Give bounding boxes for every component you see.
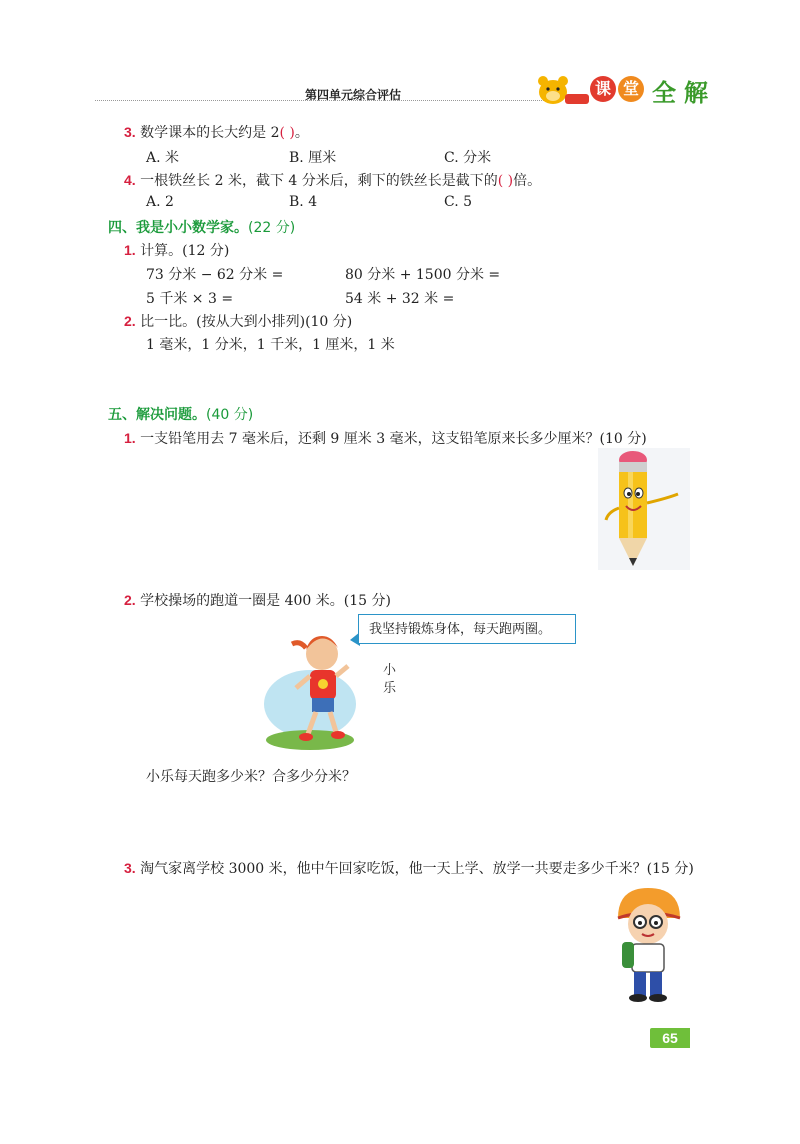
character-name-label: 小乐	[383, 663, 397, 696]
logo-char-1: 课	[590, 76, 616, 102]
option-a[interactable]: A. 米	[146, 150, 180, 166]
illustration-panel	[358, 644, 576, 756]
section-4-heading	[108, 217, 295, 237]
sub-question-2	[124, 311, 352, 331]
question-3	[124, 122, 309, 142]
question-number: 4.	[124, 172, 136, 188]
running-girl-illustration	[262, 614, 358, 756]
question-text: 一支铅笔用去 7 毫米后，还剩 9 厘米 3 毫米，这支铅笔原来长多少厘米？(10 分)	[140, 431, 647, 447]
calc-expression: 5 千米 × 3 =	[146, 291, 234, 307]
section-points: (40 分)	[206, 407, 254, 423]
bear-mascot-icon	[535, 72, 593, 106]
speech-bubble: 我坚持锻炼身体，每天跑两圈。	[358, 614, 576, 644]
compare-items: 1 毫米，1 分米，1 千米，1 厘米，1 米	[146, 337, 395, 353]
problem-2-question: 小乐每天跑多少米？合多少分米？	[146, 769, 356, 785]
calc-expression: 80 分米 + 1500 分米 =	[345, 267, 501, 283]
problem-3	[124, 858, 694, 878]
question-text: 学校操场的跑道一圈是 400 米。(15 分)	[140, 593, 391, 609]
header-divider	[95, 100, 560, 101]
question-number: 2.	[124, 592, 136, 608]
option-c[interactable]: C. 5	[444, 194, 473, 210]
sub-question-1	[124, 240, 229, 260]
calc-expression: 54 米 + 32 米 =	[345, 291, 455, 307]
option-b[interactable]: B. 厘米	[289, 150, 337, 166]
question-number: 2.	[124, 313, 136, 329]
problem-1	[124, 428, 647, 448]
pencil-character-illustration	[598, 448, 690, 570]
section-points: (22 分)	[248, 220, 296, 236]
question-text-end: 倍。	[513, 173, 542, 189]
section-title: 五、解决问题。	[108, 407, 206, 423]
boy-student-illustration	[604, 882, 692, 1004]
page-number: 65	[650, 1028, 690, 1048]
problem-2	[124, 590, 391, 610]
question-text: 一根铁丝长 2 米，截下 4 分米后，剩下的铁丝长是截下的	[140, 173, 498, 189]
question-text: 数学课本的长大约是 2	[140, 125, 280, 141]
option-b[interactable]: B. 4	[289, 194, 318, 210]
question-number: 3.	[124, 860, 136, 876]
question-number: 1.	[124, 242, 136, 258]
answer-blank[interactable]: ( )	[279, 125, 295, 141]
logo-char-2: 堂	[618, 76, 644, 102]
logo-char-3: 全	[652, 79, 677, 107]
page-header-title: 第四单元综合评估	[305, 88, 402, 102]
question-text-end: 。	[294, 125, 309, 141]
question-4	[124, 170, 541, 190]
answer-blank[interactable]: ( )	[497, 173, 514, 189]
section-title: 四、我是小小数学家。	[108, 220, 248, 236]
logo-char-4: 解	[684, 79, 709, 107]
calc-expression: 73 分米 − 62 分米 =	[146, 267, 284, 283]
question-number: 3.	[124, 124, 136, 140]
option-a[interactable]: A. 2	[146, 194, 174, 210]
question-text: 比一比。(按从大到小排列)(10 分)	[140, 314, 353, 330]
option-c[interactable]: C. 分米	[444, 150, 492, 166]
section-5-heading	[108, 404, 253, 424]
question-text: 计算。(12 分)	[140, 243, 230, 259]
question-number: 1.	[124, 430, 136, 446]
question-text: 淘气家离学校 3000 米，他中午回家吃饭，他一天上学、放学一共要走多少千米？(15 分)	[140, 861, 694, 877]
